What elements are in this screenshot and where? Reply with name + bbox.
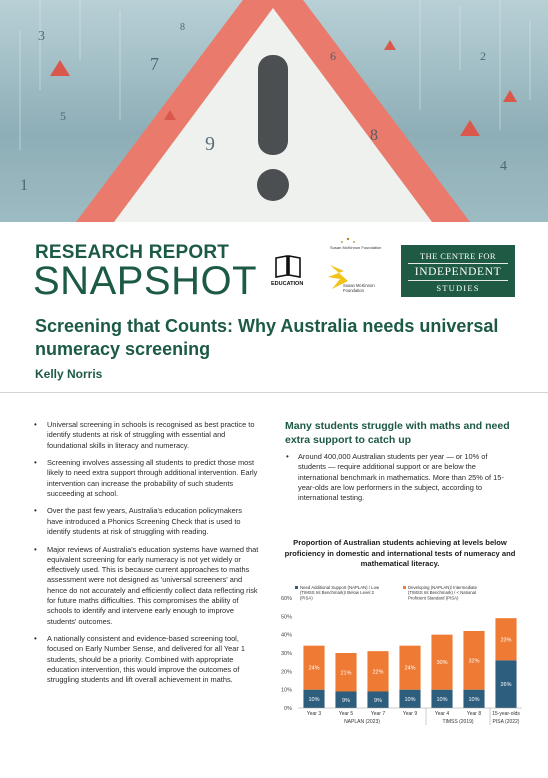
cis-line3: STUDIES: [436, 283, 480, 293]
y-tick-label: 30%: [280, 651, 292, 657]
bar-value-label: 30%: [436, 660, 448, 667]
x-group-label: PISA (2022): [492, 719, 520, 725]
y-tick-label: 20%: [280, 669, 292, 676]
summary-bullet: • Over the past few years, Australia's education policymakers have introduced a Phonics Screening Check that is used to identify students at risk of struggling with reading.: [33, 506, 259, 537]
x-tick-label: 15-year-olds: [492, 711, 520, 717]
report-type-title: RESEARCH REPORT: [35, 242, 230, 263]
y-tick-label: 50%: [280, 614, 292, 621]
summary-bullet: • A nationally consistent and evidence-based screening tool, focused on Early Number Sense, and delivered for all Year 1 students, should be a priority. Combined with appropriate education intervention, this would improve the outcomes of struggling students and lift overall achievement in maths.: [33, 634, 259, 685]
bar-value-label: 9%: [374, 697, 382, 704]
summary-bullets: [33, 420, 259, 686]
bar-value-label: 21%: [340, 670, 352, 677]
smf-top-text: Susan McKinnon Foundation: [330, 245, 382, 250]
bar-value-label: 23%: [500, 637, 512, 644]
bar-value-label: 9%: [342, 697, 350, 704]
x-tick-label: Year 5: [338, 711, 354, 717]
legend-label: (TIMSS Int Benchmark) / < National: [408, 590, 476, 596]
section-divider: [0, 392, 548, 393]
warning-sign-image: [0, 0, 548, 222]
summary-column: [33, 420, 259, 693]
svg-text:5: 5: [60, 109, 66, 123]
x-group-label: TIMSS (2019): [442, 719, 474, 725]
smf-name-text: Susan McKinnon Foundation: [343, 283, 375, 293]
education-book-icon: [273, 253, 303, 279]
bar-value-label: 32%: [468, 658, 480, 665]
y-tick-label: 40%: [280, 632, 292, 639]
report-snapshot-title: SNAPSHOT: [33, 259, 258, 303]
x-tick-label: Year 8: [466, 711, 482, 717]
legend-swatch: [295, 586, 298, 589]
hero-banner: [0, 0, 548, 222]
bar-value-label: 10%: [308, 696, 320, 703]
chart-title: Proportion of Australian students achieving at levels below proficiency in domestic and international tests of numeracy and mathematical literacy.: [284, 538, 516, 568]
legend-label: (PISA): [300, 595, 313, 601]
svg-text:7: 7: [150, 54, 159, 74]
x-tick-label: Year 4: [434, 711, 450, 717]
findings-bullet: • Around 400,000 Australian students per year — or 10% of students — require additional support or are below the international benchmark in mathematics. More than 25% of 15-year-olds are low performers in the subject, according to international testing.: [285, 452, 517, 503]
proficiency-stacked-bar-chart: [268, 580, 526, 728]
legend-label: Need Additional Support (NAPLAN) / Low: [300, 585, 380, 590]
legend-label: (TIMSS Int Benchmark)/ Below Level 2: [300, 590, 375, 596]
author-name: Kelly Norris: [35, 367, 103, 381]
summary-bullet: • Universal screening in schools is recognised as best practice to identify students at risk of struggling with essential and foundational skills in literacy and numeracy.: [33, 420, 259, 451]
bar-value-label: 26%: [500, 682, 512, 689]
cis-logo: [401, 245, 515, 297]
summary-bullet: • Screening involves assessing all students to predict those most likely to need extra support through additional intervention. Early intervention can increase the probability of such students succeeding at school.: [33, 458, 259, 499]
legend-label: Developing (NAPLAN)/ Intermediate: [408, 585, 478, 590]
svg-text:1: 1: [20, 177, 28, 194]
legend-label: Proficient Standard (PISA): [408, 595, 459, 601]
bar-value-label: 10%: [468, 696, 480, 703]
bar-value-label: 24%: [308, 665, 320, 672]
x-group-label: NAPLAN (2023): [344, 719, 380, 725]
summary-bullet: • Major reviews of Australia's education systems have warned that equivalent screening for early numeracy is not yet widely or effectively used. This is because current approaches to maths assessment were not designed as 'universal screeners' and hence do not accurately and efficiently collect data reflecting risk for future maths difficulties. This compromises the ability of schools to identify and intervene early enough to improve students' outcomes.: [33, 545, 259, 627]
cis-line2: INDEPENDENT: [408, 263, 508, 281]
svg-text:8: 8: [180, 22, 185, 33]
y-tick-label: 0%: [284, 706, 292, 712]
x-tick-label: Year 7: [370, 711, 386, 717]
findings-bullets: [285, 452, 517, 503]
svg-text:3: 3: [38, 29, 45, 44]
svg-text:9: 9: [205, 133, 215, 155]
svg-text:4: 4: [500, 159, 507, 174]
bar-value-label: 22%: [372, 669, 384, 676]
x-tick-label: Year 3: [306, 711, 322, 717]
y-tick-label: 60%: [280, 596, 292, 602]
y-tick-label: 10%: [280, 687, 292, 694]
x-tick-label: Year 9: [402, 711, 418, 717]
svg-text:8: 8: [370, 127, 378, 144]
findings-heading: Many students struggle with maths and need extra support to catch up: [285, 420, 510, 446]
bar-value-label: 10%: [404, 696, 416, 703]
cis-line1: THE CENTRE FOR: [420, 251, 496, 261]
bar-value-label: 24%: [404, 665, 416, 672]
legend-swatch: [403, 586, 406, 589]
education-label: EDUCATION: [271, 281, 304, 287]
report-title: Screening that Counts: Why Australia needs universal numeracy screening: [35, 316, 499, 359]
svg-text:6: 6: [330, 49, 336, 63]
bar-value-label: 10%: [436, 696, 448, 703]
svg-text:2: 2: [480, 49, 486, 63]
